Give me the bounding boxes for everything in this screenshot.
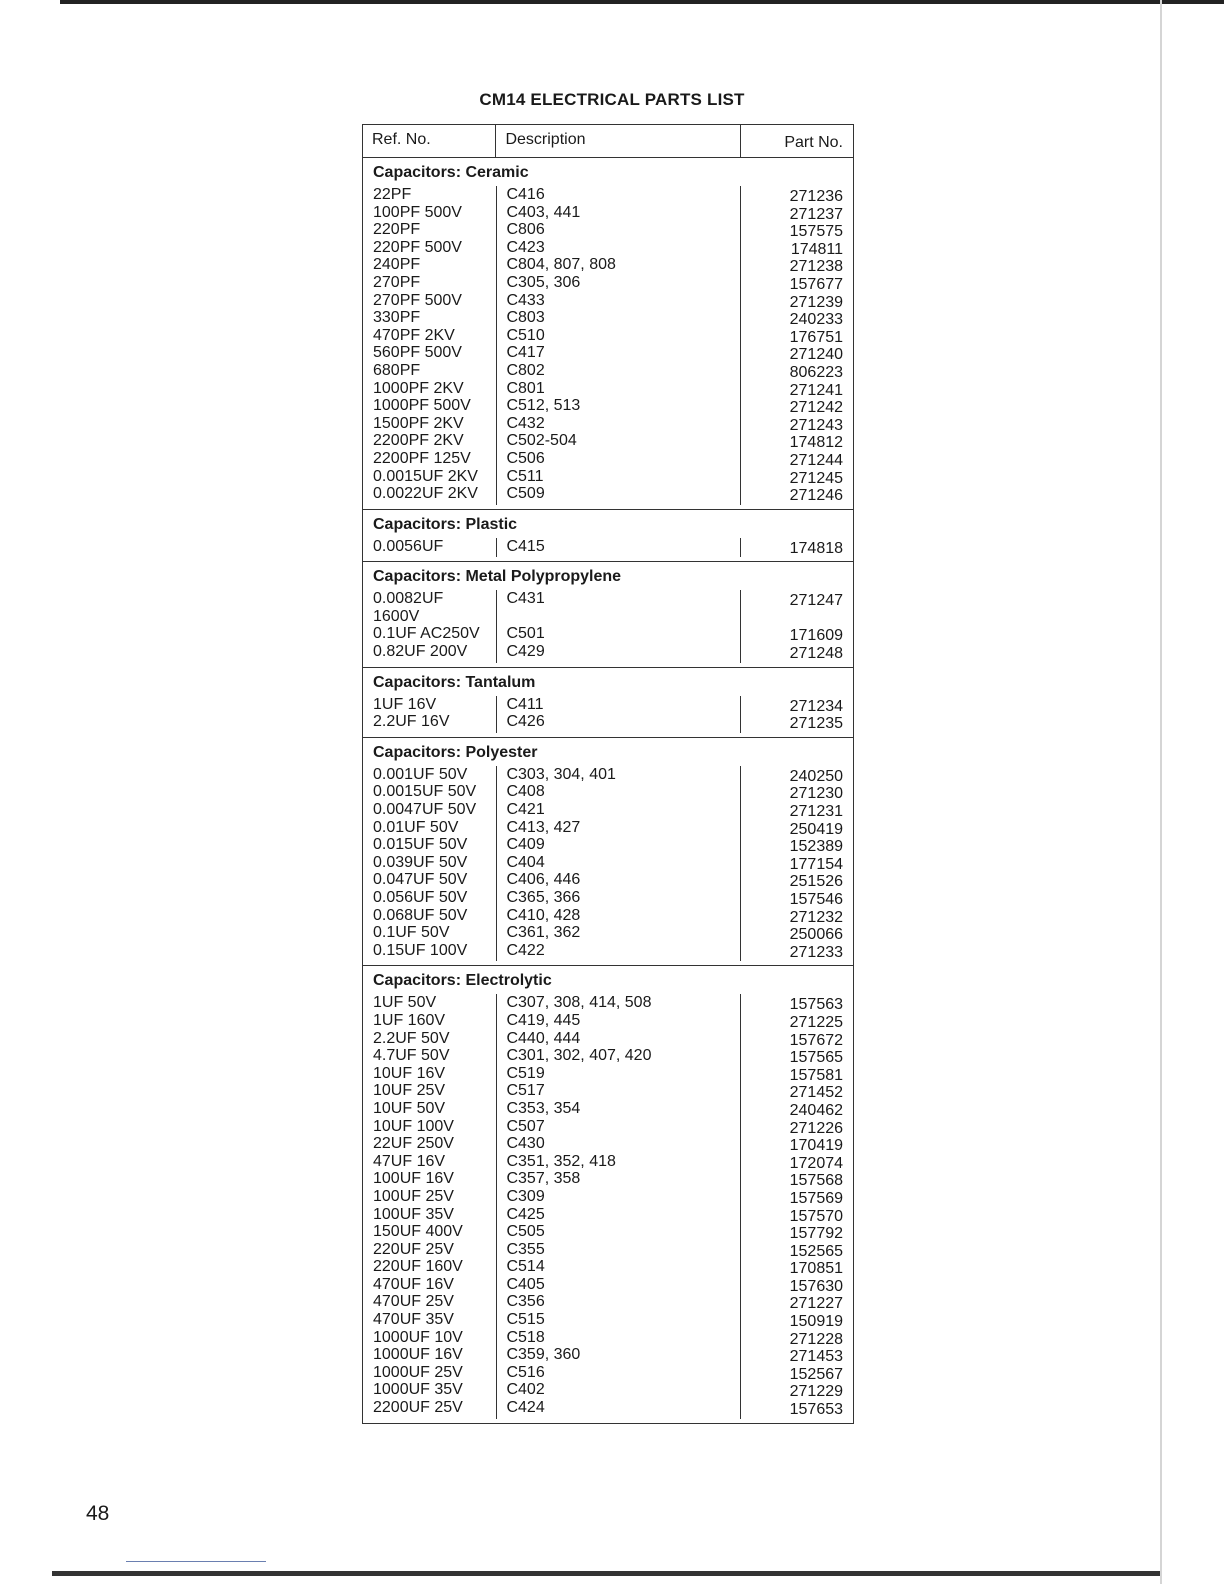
part-no-cell: 177154: [789, 855, 844, 873]
part-no-cell: 157630: [789, 1277, 844, 1295]
part-no-cell: 157568: [789, 1172, 844, 1190]
ref-no-cell: 1000UF 25V: [373, 1363, 463, 1381]
ref-no-cell: 0.068UF 50V: [373, 906, 468, 924]
part-no-cell: 240233: [789, 311, 844, 329]
part-no-cell: 157672: [789, 1031, 844, 1049]
ref-no-cell: 2200PF 125V: [373, 449, 471, 467]
part-no-cell: 271452: [789, 1084, 844, 1102]
part-column: [741, 538, 853, 558]
ref-no-cell: 0.015UF 50V: [373, 836, 468, 854]
description-cell: C309: [506, 1187, 545, 1205]
description-cell: C425: [506, 1205, 545, 1223]
ref-no-cell: 10UF 16V: [373, 1064, 446, 1082]
description-cell: C515: [506, 1311, 545, 1329]
section-title: Capacitors: Ceramic: [373, 164, 529, 181]
part-no-cell: 271240: [789, 346, 844, 364]
ref-no-cell: 4.7UF 50V: [373, 1047, 450, 1065]
description-cell: C413, 427: [506, 818, 581, 836]
part-no-cell: 271248: [789, 645, 844, 663]
description-cell: C518: [506, 1328, 545, 1346]
description-cell: C416: [506, 186, 545, 203]
description-cell: C365, 366: [506, 889, 581, 906]
part-no-cell: 271242: [789, 399, 844, 417]
section-title: Capacitors: Metal Polypropylene: [373, 568, 622, 586]
desc-column: [496, 766, 741, 962]
ref-no-cell: 470UF 25V: [373, 1293, 454, 1311]
part-no-cell: 271238: [789, 258, 844, 276]
scan-bottom-line: [126, 1561, 266, 1562]
ref-no-cell: 1000UF 35V: [373, 1381, 463, 1399]
ref-no-cell: 1UF 16V: [373, 695, 437, 713]
part-no-cell: 240250: [789, 767, 844, 785]
ref-no-cell: 680PF: [373, 361, 421, 379]
part-no-cell: 271231: [789, 803, 844, 821]
ref-column: [363, 590, 496, 662]
part-no-cell: 271233: [789, 943, 844, 961]
ref-no-cell: 150UF 400V: [373, 1223, 463, 1241]
part-no-cell: 251526: [789, 873, 844, 891]
description-cell: C517: [506, 1082, 545, 1100]
description-cell: C351, 352, 418: [506, 1152, 616, 1170]
description-cell: C303, 304, 401: [506, 765, 616, 783]
section-title: Capacitors: Electrolytic: [373, 972, 552, 990]
description-cell: C421: [506, 801, 545, 819]
parts-section: [363, 738, 853, 967]
part-no-cell: 152567: [789, 1365, 844, 1383]
part-no-cell: 271236: [789, 188, 844, 205]
description-cell: C353, 354: [506, 1099, 581, 1117]
description-cell: C806: [506, 221, 545, 239]
ref-column: [363, 696, 496, 733]
ref-no-cell: 2200PF 2KV: [373, 432, 464, 450]
description-cell: C415: [506, 537, 545, 555]
part-no-cell: 174818: [789, 539, 844, 557]
part-column: [741, 696, 853, 733]
description-cell: C802: [506, 361, 545, 379]
part-no-cell: 271234: [789, 697, 844, 715]
part-no-cell: 271247: [789, 592, 844, 610]
part-no-cell: 176751: [789, 328, 844, 346]
parts-table: [362, 124, 854, 1424]
description-cell: C359, 360: [506, 1346, 581, 1364]
ref-no-cell: 10UF 25V: [373, 1082, 446, 1100]
ref-no-cell: 0.1UF AC250V: [373, 625, 480, 643]
description-cell: C419, 445: [506, 1011, 581, 1029]
part-no-cell: 271227: [789, 1295, 844, 1313]
section-rows: [363, 186, 853, 509]
ref-no-cell: 1000UF 10V: [373, 1328, 463, 1346]
description-cell: C507: [506, 1117, 545, 1135]
description-cell: C430: [506, 1135, 545, 1153]
ref-no-cell: 1600V: [373, 607, 420, 625]
page-number: 48: [86, 1502, 110, 1525]
ref-no-cell: 0.039UF 50V: [373, 853, 468, 871]
part-no-cell: 271245: [789, 469, 844, 487]
description-cell: C804, 807, 808: [506, 256, 616, 274]
part-no-cell: 271453: [789, 1348, 844, 1366]
part-no-cell: 250066: [789, 926, 844, 944]
part-no-cell: 271228: [789, 1330, 844, 1348]
ref-no-cell: 220UF 25V: [373, 1240, 454, 1258]
part-no-cell: 271239: [789, 293, 844, 311]
header-description: Description: [496, 125, 741, 157]
part-no-cell: 157570: [789, 1207, 844, 1225]
ref-no-cell: 0.1UF 50V: [373, 924, 450, 942]
description-cell: C305, 306: [506, 273, 581, 291]
header-part-no: Part No.: [784, 134, 843, 151]
description-cell: C301, 302, 407, 420: [506, 1047, 652, 1065]
part-no-cell: 250419: [789, 820, 844, 838]
description-cell: C409: [506, 836, 545, 854]
description-cell: C355: [506, 1240, 545, 1258]
description-cell: C519: [506, 1064, 545, 1082]
description-cell: C431: [506, 590, 545, 608]
part-no-cell: 271230: [789, 785, 844, 803]
description-cell: C307, 308, 414, 508: [506, 994, 652, 1012]
scan-bottom-edge: [52, 1571, 1160, 1576]
ref-column: [363, 186, 496, 505]
ref-no-cell: 1500PF 2KV: [373, 414, 464, 432]
part-no-cell: 157565: [789, 1049, 844, 1067]
part-no-cell: 157569: [789, 1189, 844, 1207]
part-no-cell: 157792: [789, 1225, 844, 1243]
part-no-cell: 271232: [789, 908, 844, 926]
description-cell: C506: [506, 449, 545, 467]
description-cell: C403, 441: [506, 203, 581, 221]
ref-no-cell: 0.0082UF: [373, 590, 444, 608]
part-no-cell: 157677: [789, 275, 844, 293]
part-column: [741, 766, 853, 962]
part-column: [741, 994, 853, 1418]
parts-section: [363, 510, 853, 563]
description-cell: C440, 444: [506, 1029, 581, 1047]
ref-no-cell: 0.0056UF: [373, 537, 444, 555]
parts-section: [363, 562, 853, 667]
part-no-cell: 172074: [789, 1154, 844, 1172]
parts-section: [363, 966, 853, 1422]
ref-no-cell: 100UF 25V: [373, 1187, 454, 1205]
section-title: Capacitors: Polyester: [373, 743, 538, 761]
description-cell: C361, 362: [506, 924, 581, 942]
ref-no-cell: 330PF: [373, 309, 421, 327]
ref-no-cell: 270PF 500V: [373, 291, 462, 309]
description-cell: C356: [506, 1293, 545, 1311]
ref-no-cell: 0.0047UF 50V: [373, 801, 477, 819]
part-no-cell: 171609: [789, 627, 844, 645]
description-cell: C433: [506, 291, 545, 309]
ref-no-cell: 1UF 160V: [373, 1011, 446, 1029]
part-no-cell: 157653: [789, 1401, 844, 1419]
section-rows: [363, 994, 853, 1422]
description-cell: C424: [506, 1399, 545, 1417]
ref-no-cell: 2.2UF 16V: [373, 713, 450, 731]
ref-no-cell: 100UF 16V: [373, 1170, 454, 1188]
description-cell: C423: [506, 238, 545, 256]
ref-no-cell: 220UF 160V: [373, 1258, 463, 1276]
description-cell: C502-504: [506, 432, 577, 450]
description-cell: C511: [506, 467, 544, 485]
ref-no-cell: 0.01UF 50V: [373, 818, 459, 836]
ref-no-cell: 100UF 35V: [373, 1205, 454, 1223]
part-no-cell: 170419: [789, 1137, 844, 1155]
desc-column: [496, 538, 741, 558]
ref-no-cell: 0.056UF 50V: [373, 889, 468, 906]
ref-no-cell: 560PF 500V: [373, 344, 462, 362]
part-no-cell: 174812: [789, 434, 844, 452]
section-rows: [363, 538, 853, 562]
description-cell: C501: [506, 625, 545, 643]
ref-no-cell: 0.047UF 50V: [373, 871, 468, 889]
description-cell: C512, 513: [506, 397, 581, 415]
ref-no-cell: 0.82UF 200V: [373, 643, 468, 661]
ref-no-cell: 22UF 250V: [373, 1135, 454, 1153]
part-no-cell: 271226: [789, 1119, 844, 1137]
ref-no-cell: 0.0015UF 50V: [373, 783, 477, 801]
part-no-cell: 150919: [789, 1313, 844, 1331]
desc-column: [496, 186, 741, 505]
part-no-cell: 157563: [789, 996, 844, 1014]
desc-column: [496, 590, 741, 662]
description-cell: C510: [506, 326, 545, 344]
section-title: Capacitors: Tantalum: [373, 673, 536, 691]
ref-no-cell: 0.0022UF 2KV: [373, 485, 478, 503]
description-cell: C406, 446: [506, 871, 581, 889]
table-body: [363, 158, 853, 1423]
ref-no-cell: 47UF 16V: [373, 1152, 446, 1170]
section-rows: [363, 590, 853, 666]
description-cell: C429: [506, 643, 545, 661]
description-cell: C357, 358: [506, 1170, 581, 1188]
ref-no-cell: 2200UF 25V: [373, 1399, 463, 1417]
description-cell: C516: [506, 1363, 545, 1381]
section-rows: [363, 696, 853, 737]
header-ref-no: Ref. No.: [363, 125, 496, 157]
ref-no-cell: 0.0015UF 2KV: [373, 467, 478, 485]
scan-right-edge: [1160, 0, 1162, 1584]
ref-no-cell: 1UF 50V: [373, 994, 437, 1012]
ref-no-cell: 100PF 500V: [373, 203, 462, 221]
ref-no-cell: 270PF: [373, 273, 421, 291]
ref-no-cell: 10UF 100V: [373, 1117, 454, 1135]
description-cell: C505: [506, 1223, 545, 1241]
description-cell: C422: [506, 941, 545, 959]
ref-no-cell: 1000UF 16V: [373, 1346, 463, 1364]
ref-no-cell: 470PF 2KV: [373, 326, 455, 344]
description-cell: C432: [506, 414, 545, 432]
scan-top-edge: [60, 0, 1224, 4]
ref-no-cell: 470UF 35V: [373, 1311, 454, 1329]
part-no-cell: 271244: [789, 451, 844, 469]
description-cell: C801: [506, 379, 545, 397]
description-cell: C410, 428: [506, 906, 581, 924]
part-no-cell: 271241: [789, 381, 844, 399]
description-cell: [506, 608, 740, 626]
description-cell: C509: [506, 485, 545, 503]
description-cell: C404: [506, 853, 545, 871]
description-cell: C405: [506, 1275, 545, 1293]
description-cell: C402: [506, 1381, 545, 1399]
section-rows: [363, 766, 853, 966]
ref-column: [363, 766, 496, 962]
part-no-cell: 174811: [790, 240, 844, 258]
ref-column: [363, 538, 496, 558]
part-no-cell: 806223: [789, 363, 844, 381]
part-no-cell: 271229: [789, 1383, 844, 1401]
ref-no-cell: 10UF 50V: [373, 1099, 446, 1117]
part-no-cell: 157581: [789, 1066, 844, 1084]
ref-no-cell: 22PF: [373, 186, 412, 203]
section-title: Capacitors: Plastic: [373, 515, 518, 533]
parts-section: [363, 158, 853, 510]
description-cell: C408: [506, 783, 545, 801]
ref-no-cell: 1000PF 500V: [373, 397, 471, 415]
part-no-cell: [741, 610, 843, 628]
part-no-cell: 271237: [789, 205, 844, 223]
part-no-cell: 271235: [789, 715, 844, 733]
description-cell: C514: [506, 1258, 545, 1276]
ref-no-cell: 240PF: [373, 256, 421, 274]
description-cell: C803: [506, 309, 545, 327]
description-cell: C426: [506, 713, 545, 731]
ref-column: [363, 994, 496, 1418]
desc-column: [496, 994, 741, 1418]
part-no-cell: 271243: [789, 416, 844, 434]
part-column: [741, 186, 853, 505]
part-no-cell: 157575: [789, 223, 844, 241]
description-cell: C411: [506, 695, 544, 713]
part-no-cell: 152565: [789, 1242, 844, 1260]
ref-no-cell: 1000PF 2KV: [373, 379, 464, 397]
part-no-cell: 152389: [789, 838, 844, 856]
part-no-cell: 240462: [789, 1101, 844, 1119]
part-column: [741, 590, 853, 662]
ref-no-cell: 0.15UF 100V: [373, 941, 468, 959]
ref-no-cell: 0.001UF 50V: [373, 765, 468, 783]
parts-section: [363, 668, 853, 738]
part-no-cell: 271225: [789, 1013, 844, 1031]
table-header: [363, 125, 853, 158]
description-cell: C417: [506, 344, 545, 362]
part-no-cell: 157546: [789, 891, 844, 908]
part-no-cell: 271246: [789, 487, 844, 505]
page-title: CM14 ELECTRICAL PARTS LIST: [479, 90, 745, 109]
ref-no-cell: 2.2UF 50V: [373, 1029, 450, 1047]
ref-no-cell: 470UF 16V: [373, 1275, 454, 1293]
part-no-cell: 170851: [789, 1260, 844, 1278]
ref-no-cell: 220PF: [373, 221, 421, 239]
ref-no-cell: 220PF 500V: [373, 238, 462, 256]
desc-column: [496, 696, 741, 733]
